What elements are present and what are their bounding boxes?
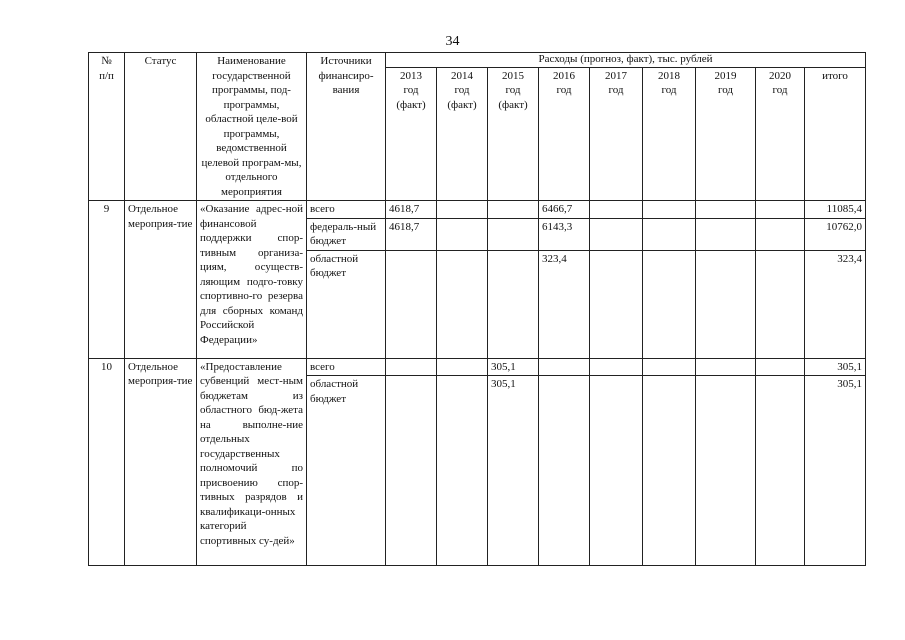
source-label: всего <box>307 358 386 376</box>
source-label: областной бюджет <box>307 250 386 358</box>
value-total: 323,4 <box>805 250 866 358</box>
value-2020 <box>756 218 805 250</box>
value-total: 11085,4 <box>805 201 866 219</box>
header-total: итого <box>805 67 866 200</box>
header-year-2013: 2013 год (факт) <box>386 67 437 200</box>
value-2015 <box>488 201 539 219</box>
value-2016: 6466,7 <box>539 201 590 219</box>
value-2016 <box>539 376 590 566</box>
value-2013 <box>386 376 437 566</box>
header-year-2019: 2019 год <box>696 67 756 200</box>
value-2020 <box>756 376 805 566</box>
header-num: № п/п <box>89 53 125 201</box>
row-name: «Предоставление субвенций мест-ным бюджетам из областного бюд-жета на выполне-ние отдельных государственных полномочий по присвоению спор-тивных разрядов и квалификаци-онных категорий спортивных су-дей» <box>197 358 307 566</box>
value-2016: 6143,3 <box>539 218 590 250</box>
page-number: 34 <box>445 34 460 49</box>
value-2013 <box>386 358 437 376</box>
value-2018 <box>643 201 696 219</box>
value-2014 <box>437 376 488 566</box>
value-2018 <box>643 376 696 566</box>
table-row <box>89 358 866 376</box>
value-total: 10762,0 <box>805 218 866 250</box>
row-status: Отдельное мероприя-тие <box>125 358 197 566</box>
value-2016 <box>539 358 590 376</box>
header-year-2014: 2014 год (факт) <box>437 67 488 200</box>
header-sources: Источники финансиро-вания <box>307 53 386 201</box>
header-year-2018: 2018 год <box>643 67 696 200</box>
row-status: Отдельное мероприя-тие <box>125 201 197 359</box>
value-2013: 4618,7 <box>386 218 437 250</box>
value-2013: 4618,7 <box>386 201 437 219</box>
value-2018 <box>643 218 696 250</box>
header-year-2020: 2020 год <box>756 67 805 200</box>
value-2017 <box>590 250 643 358</box>
value-2013 <box>386 250 437 358</box>
header-year-2016: 2016 год <box>539 67 590 200</box>
value-2015: 305,1 <box>488 358 539 376</box>
value-total: 305,1 <box>805 376 866 566</box>
header-year-2015: 2015 год (факт) <box>488 67 539 200</box>
value-2019 <box>696 376 756 566</box>
value-2015 <box>488 250 539 358</box>
row-name: «Оказание адрес-ной финансовой поддержки спор-тивным организа-циям, осуществ-ляющим подго-товку спортивно-го резерва для сборных команд Российской Федерации» <box>197 201 307 359</box>
value-2020 <box>756 250 805 358</box>
value-2014 <box>437 358 488 376</box>
value-total: 305,1 <box>805 358 866 376</box>
budget-table-container <box>88 52 866 566</box>
value-2014 <box>437 250 488 358</box>
header-year-2017: 2017 год <box>590 67 643 200</box>
value-2019 <box>696 250 756 358</box>
value-2015: 305,1 <box>488 376 539 566</box>
table-row <box>89 201 866 219</box>
value-2014 <box>437 201 488 219</box>
value-2018 <box>643 358 696 376</box>
value-2017 <box>590 358 643 376</box>
value-2016: 323,4 <box>539 250 590 358</box>
source-label: областной бюджет <box>307 376 386 566</box>
value-2018 <box>643 250 696 358</box>
value-2020 <box>756 201 805 219</box>
header-expenses: Расходы (прогноз, факт), тыс. рублей <box>386 53 866 68</box>
row-number: 10 <box>89 358 125 566</box>
budget-table <box>88 52 866 566</box>
value-2020 <box>756 358 805 376</box>
value-2015 <box>488 218 539 250</box>
value-2014 <box>437 218 488 250</box>
header-status: Статус <box>125 53 197 201</box>
value-2017 <box>590 376 643 566</box>
source-label: всего <box>307 201 386 219</box>
header-name: Наименование государственной программы, под-программы, областной целе-вой программы, ведомственной целевой програм-мы, отдельного мероприятия <box>197 53 307 201</box>
value-2017 <box>590 201 643 219</box>
value-2019 <box>696 358 756 376</box>
header-row-top <box>89 53 866 68</box>
value-2019 <box>696 201 756 219</box>
row-number: 9 <box>89 201 125 359</box>
source-label: федераль-ный бюджет <box>307 218 386 250</box>
value-2019 <box>696 218 756 250</box>
value-2017 <box>590 218 643 250</box>
